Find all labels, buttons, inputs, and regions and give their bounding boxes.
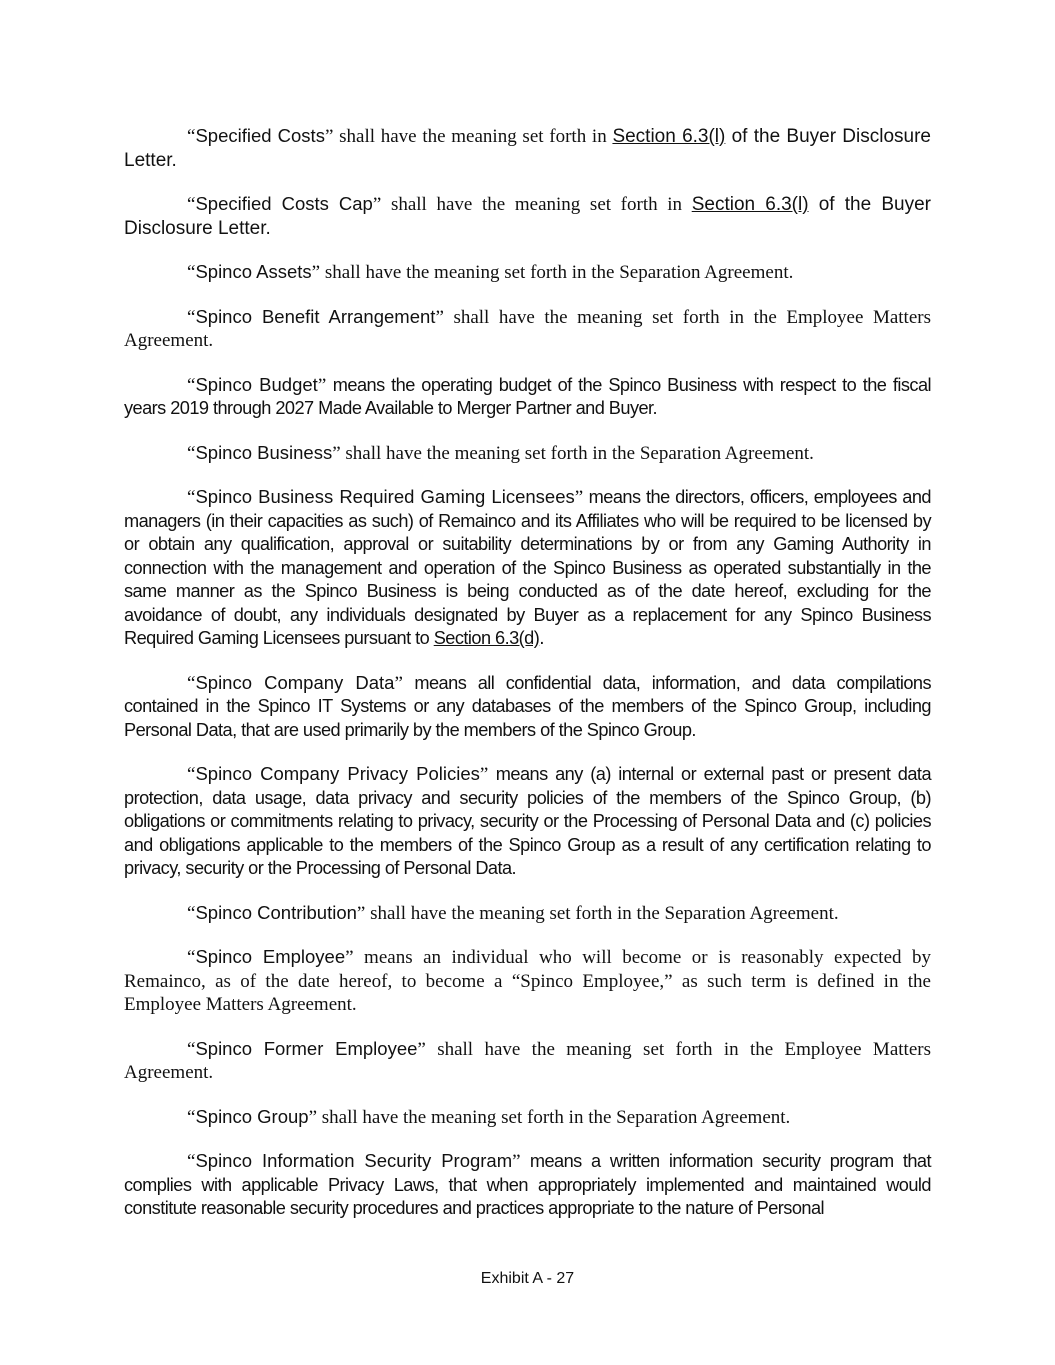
defined-term: Specified Costs xyxy=(195,125,325,146)
defined-term: Spinco Information Security Program xyxy=(195,1150,513,1171)
definition-text: means a written information security program that complies with applicable Privacy Laws, that when appropriately implemented and maintained would constitute reasonable security procedures and practices appropriate to the nature of Personal xyxy=(124,1151,932,1218)
definition-text-end: of the Buyer Disclosure Letter. xyxy=(124,194,931,239)
definition-paragraph: “Spinco Business Required Gaming Licensees” means the directors, officers, employees and managers (in their capacities as such) of Remainco and its Affiliates who will be required to be licensed by or obtain any qualification, approval or suitability determinations by or from any Gaming Authority in connection with the management and operation of the Spinco Business as operated substantially in the same manner as the Spinco Business is being conducted as of the date hereof, excluding for the avoidance of doubt, any individuals designated by Buyer as a replacement for any Spinco Business Required Gaming Licensees pursuant to Section 6.3(d). xyxy=(124,486,931,649)
definition-text: means any (a) internal or external past or present data protection, data usage, data privacy and security policies of the members of the Spinco Group, (b) obligations or commitments relating to privacy, security or the Processing of Personal Data and (c) policies and obligations applicable to the members of the Spinco Group as a result of any certification relating to privacy, security or the Processing of Personal Data. xyxy=(124,764,932,878)
definition-paragraph: “Spinco Benefit Arrangement” shall have the meaning set forth in the Employee Matters Agreement. xyxy=(124,305,931,351)
definition-text: shall have the meaning set forth in xyxy=(333,126,613,147)
defined-term: Spinco Company Privacy Policies xyxy=(195,763,480,784)
definition-text: means an individual who will become or is reasonably expected by Remainco, as of the date hereof, to become a “Spinco Employee,” as such term is defined in the Employee Matters Agreement. xyxy=(124,947,931,1015)
definition-paragraph: “Specified Costs” shall have the meaning set forth in Section 6.3(l) of the Buyer Disclosure Letter. xyxy=(124,125,931,171)
definition-text-end: . xyxy=(539,628,545,649)
definition-text: shall have the meaning set forth in xyxy=(381,194,692,215)
definition-paragraph: “Spinco Contribution” shall have the meaning set forth in the Separation Agreement. xyxy=(187,901,839,924)
definition-text: means the operating budget of the Spinco Business with respect to the fiscal years 2019 through 2027 Made Available to Merger Partner and Buyer. xyxy=(124,374,931,418)
definition-paragraph: “Spinco Employee” means an individual who will become or is reasonably expected by Remainco, as of the date hereof, to become a “Spinco Employee,” as such term is defined in the Employee Matters Agreement. xyxy=(124,946,931,1015)
definition-text-end: of the Buyer Disclosure Letter. xyxy=(124,126,931,171)
defined-term: Spinco Company Data xyxy=(195,671,395,693)
definition-paragraph: “Spinco Group” shall have the meaning set forth in the Separation Agreement. xyxy=(187,1105,791,1128)
definition-text: shall have the meaning set forth in the Employee Matters Agreement. xyxy=(124,306,931,351)
definition-paragraph: “Specified Costs Cap” shall have the meaning set forth in Section 6.3(l) of the Buyer Disclosure Letter. xyxy=(124,193,931,239)
definition-text: shall have the meaning set forth in the Separation Agreement. xyxy=(320,262,794,283)
section-reference: Section 6.3(l) xyxy=(612,126,726,147)
page-footer: Exhibit A - 27 xyxy=(480,1270,575,1287)
definition-paragraph: “Spinco Company Privacy Policies” means any (a) internal or external past or present data protection, data usage, data privacy and security policies of the members of the Spinco Group, (b) obligations or commitments relating to privacy, security or the Processing of Personal Data and (c) policies and obligations applicable to the members of the Spinco Group as a result of any certification relating to privacy, security or the Processing of Personal Data. xyxy=(124,763,932,878)
defined-term: Spinco Business xyxy=(195,441,333,463)
definition-paragraph: “Spinco Company Data” means all confidential data, information, and data compilations contained in the Spinco IT Systems or any databases of the members of the Spinco Group, including Personal Data, that are used primarily by the members of the Spinco Group. xyxy=(124,671,931,740)
definition-text: shall have the meaning set forth in the Separation Agreement. xyxy=(317,1106,791,1128)
definition-paragraph: “Spinco Information Security Program” means a written information security program that complies with applicable Privacy Laws, that when appropriately implemented and maintained would constitute reasonable security procedures and practices appropriate to the nature of Personal xyxy=(124,1150,932,1218)
definition-text: shall have the meaning set forth in the Separation Agreement. xyxy=(340,442,814,464)
defined-term: Spinco Benefit Arrangement xyxy=(195,305,436,327)
defined-term: Spinco Budget xyxy=(195,373,318,395)
section-reference: Section 6.3(d) xyxy=(433,628,540,648)
definition-paragraph: “Spinco Business” shall have the meaning set forth in the Separation Agreement. xyxy=(187,441,814,464)
defined-term: Spinco Contribution xyxy=(195,901,357,923)
definition-text: means the directors, officers, employees and managers (in their capacities as such) of Remainco and its Affiliates who will be required to be licensed by or obtain any qualification, approval or suitability determinations by or from any Gaming Authority in connection with the management and operation of the Spinco Business as operated substantially in the same manner as the Spinco Business is being conducted as of the date hereof, excluding for the avoidance of doubt, any individuals designated by Buyer as a replacement for any Spinco Business Required Gaming Licensees pursuant to xyxy=(124,487,931,648)
defined-term: Spinco Business Required Gaming Licensees xyxy=(195,486,575,507)
definition-text: shall have the meaning set forth in the Employee Matters Agreement. xyxy=(124,1038,931,1083)
section-reference: Section 6.3(l) xyxy=(691,194,809,215)
definition-paragraph: “Spinco Budget” means the operating budget of the Spinco Business with respect to the fiscal years 2019 through 2027 Made Available to Merger Partner and Buyer. xyxy=(124,373,931,418)
defined-term: Spinco Assets xyxy=(195,261,312,282)
defined-term: Spinco Group xyxy=(195,1105,309,1127)
defined-term: Specified Costs Cap xyxy=(195,193,373,214)
definitions-body xyxy=(124,124,931,1241)
definition-paragraph: “Spinco Assets” shall have the meaning set forth in the Separation Agreement. xyxy=(187,261,794,283)
definition-paragraph: “Spinco Former Employee” shall have the meaning set forth in the Employee Matters Agreement. xyxy=(124,1037,931,1083)
defined-term: Spinco Employee xyxy=(195,946,346,967)
defined-term: Spinco Former Employee xyxy=(195,1037,418,1059)
definition-text: means all confidential data, information, and data compilations contained in the Spinco IT Systems or any databases of the members of the Spinco Group, including Personal Data, that are used primarily by the members of the Spinco Group. xyxy=(124,672,931,740)
definition-text: shall have the meaning set forth in the Separation Agreement. xyxy=(365,902,839,924)
